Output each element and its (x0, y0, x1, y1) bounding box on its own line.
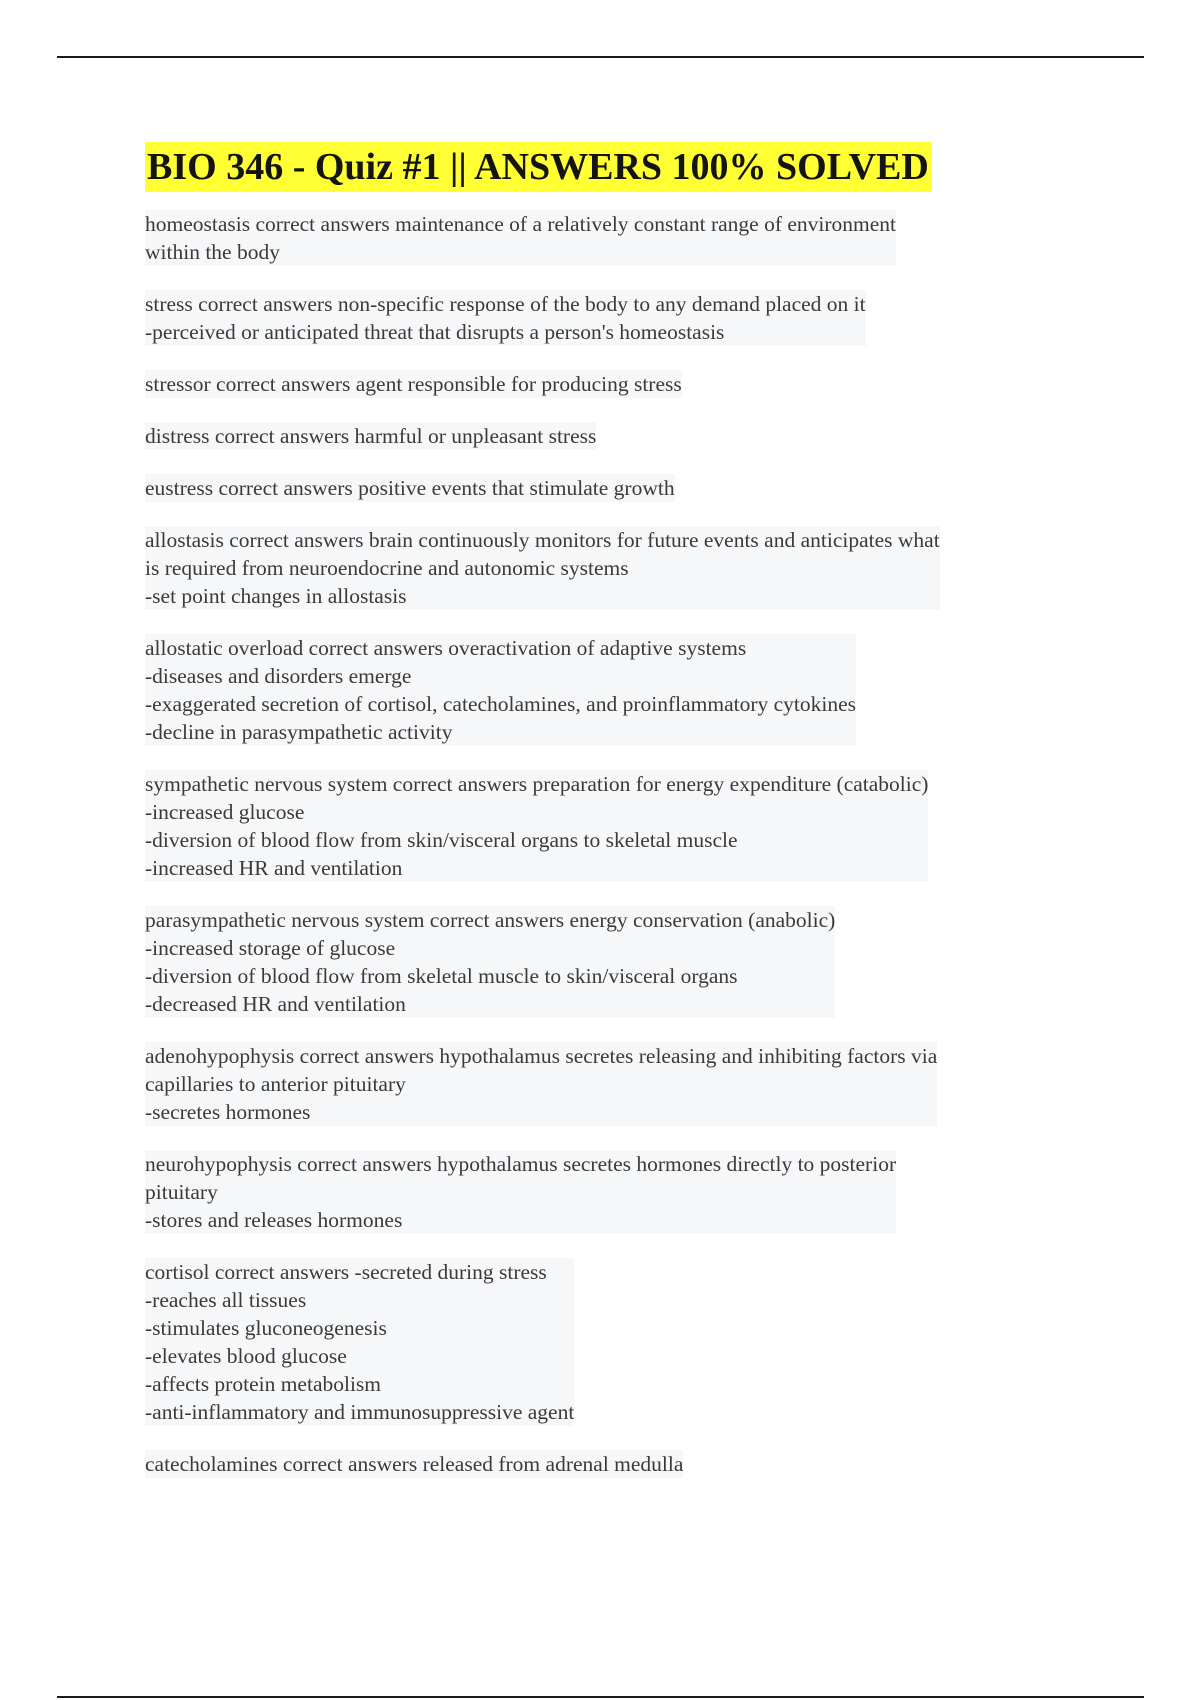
entry-text: homeostasis correct answers maintenance of a relatively constant range of environment within the body (145, 212, 897, 264)
entry-text: parasympathetic nervous system correct answers energy conservation (anabolic) -increased storage of glucose -diversion of blood flow from skeletal muscle to skin/visceral organs -decreased HR and ventilation (145, 908, 836, 1016)
top-rule (57, 56, 1144, 58)
entry-text: allostatic overload correct answers overactivation of adaptive systems -diseases and disorders emerge -exaggerated secretion of cortisol, catecholamines, and proinflammatory cytokines -decline in parasympathetic activity (145, 636, 857, 744)
list-item (145, 422, 1045, 450)
list-item (145, 906, 1045, 1018)
document-title: BIO 346 - Quiz #1 || ANSWERS 100% SOLVED (145, 142, 931, 192)
entry-text: neurohypophysis correct answers hypothalamus secretes hormones directly to posterior pituitary -stores and releases hormones (145, 1152, 897, 1232)
list-item (145, 1150, 1045, 1234)
entry-text: eustress correct answers positive events that stimulate growth (145, 476, 675, 500)
list-item (145, 1258, 1045, 1426)
entry-text: distress correct answers harmful or unpleasant stress (145, 424, 597, 448)
list-item (145, 370, 1045, 398)
entry-text: allostasis correct answers brain continuously monitors for future events and anticipates what is required from neuroendocrine and autonomic systems -set point changes in allostasis (145, 528, 940, 608)
entry-text: stressor correct answers agent responsible for producing stress (145, 372, 682, 396)
list-item (145, 210, 1045, 266)
document-body (145, 142, 1045, 1502)
list-item (145, 474, 1045, 502)
list-item (145, 290, 1045, 346)
list-item (145, 1042, 1045, 1126)
entry-text: adenohypophysis correct answers hypothalamus secretes releasing and inhibiting factors via capillaries to anterior pituitary -secretes hormones (145, 1044, 938, 1124)
list-item (145, 770, 1045, 882)
entry-text: stress correct answers non-specific response of the body to any demand placed on it -perceived or anticipated threat that disrupts a person's homeostasis (145, 292, 866, 344)
entry-text: sympathetic nervous system correct answers preparation for energy expenditure (catabolic) -increased glucose -diversion of blood flow from skin/visceral organs to skeletal muscle -increased HR and ventilation (145, 772, 929, 880)
list-item (145, 634, 1045, 746)
entry-text: catecholamines correct answers released from adrenal medulla (145, 1452, 684, 1476)
bottom-rule (57, 1696, 1144, 1698)
entry-text: cortisol correct answers -secreted during stress -reaches all tissues -stimulates gluconeogenesis -elevates blood glucose -affects protein metabolism -anti-inflammatory and immunosuppressive agent (145, 1260, 575, 1424)
list-item (145, 526, 1045, 610)
list-item (145, 1450, 1045, 1478)
